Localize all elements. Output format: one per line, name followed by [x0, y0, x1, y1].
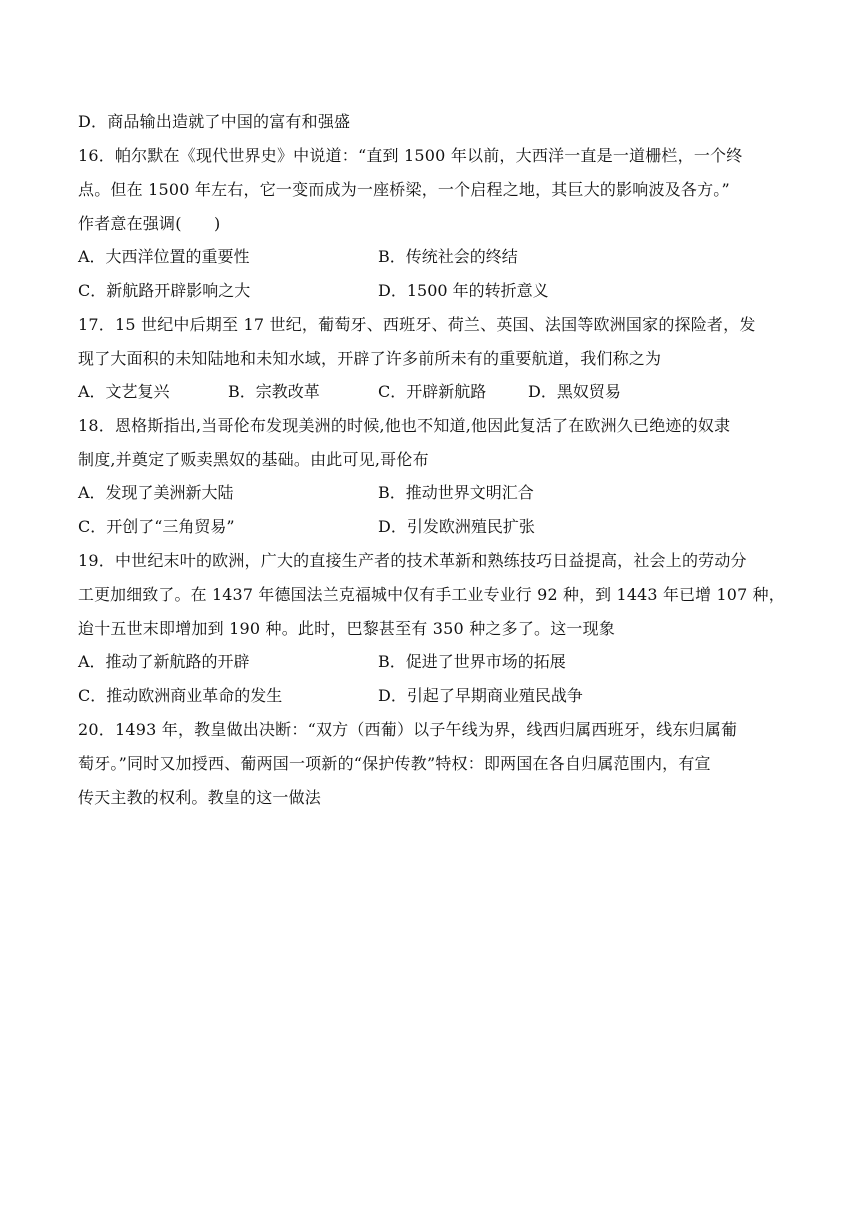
- q16-option-a: A．大西洋位置的重要性: [78, 247, 250, 266]
- q17-stem-line-2: 现了大面积的未知陆地和未知水域，开辟了许多前所未有的重要航道，我们称之为: [78, 349, 662, 368]
- q17-stem-line-1: 17．15 世纪中后期至 17 世纪，葡萄牙、西班牙、荷兰、英国、法国等欧洲国家的探险者，发: [78, 315, 756, 334]
- q17-option-c: C．开辟新航路: [378, 382, 487, 401]
- q19-stem-line-1: 19．中世纪末叶的欧洲，广大的直接生产者的技术革新和熟练技巧日益提高，社会上的劳动分: [78, 551, 747, 570]
- q18-option-b: B．推动世界文明汇合: [378, 483, 534, 502]
- q16-stem-line-2: 点。但在 1500 年左右，它一变而成为一座桥梁，一个启程之地，其巨大的影响波及各方。”: [78, 180, 730, 199]
- q16-stem-line-1: 16．帕尔默在《现代世界史》中说道：“直到 1500 年以前，大西洋一直是一道栅栏，一个终: [78, 146, 743, 165]
- q18-stem-line-1: 18．恩格斯指出,当哥伦布发现美洲的时候,他也不知道,他因此复活了在欧洲久已绝迹的奴隶: [78, 416, 731, 435]
- q20-stem-line-3: 传天主教的权利。教皇的这一做法: [78, 788, 322, 807]
- q16-option-d: D．1500 年的转折意义: [378, 281, 549, 300]
- q20-stem-line-1: 20．1493 年，教皇做出决断：“双方（西葡）以子午线为界，线西归属西班牙，线东归属葡: [78, 720, 738, 739]
- q17-option-b: B．宗教改革: [228, 382, 320, 401]
- q19-option-c: C．推动欧洲商业革命的发生: [78, 686, 283, 705]
- prev-question-option-d: D．商品输出造就了中国的富有和强盛: [78, 112, 351, 131]
- q19-option-b: B．促进了世界市场的拓展: [378, 652, 566, 671]
- q18-option-a: A．发现了美洲新大陆: [78, 483, 234, 502]
- q20-stem-line-2: 萄牙。”同时又加授西、葡两国一项新的“保护传教”特权：即两国在各自归属范围内，有宣: [78, 754, 711, 773]
- q16-option-b: B．传统社会的终结: [378, 247, 518, 266]
- q18-option-c: C．开创了“三角贸易”: [78, 517, 235, 536]
- q18-stem-line-2: 制度,并奠定了贩卖黑奴的基础。由此可见,哥伦布: [78, 450, 429, 469]
- q19-stem-line-2: 工更加细致了。在 1437 年德国法兰克福城中仅有手工业专业行 92 种，到 1443 年已增 107 种，: [78, 585, 785, 604]
- q19-stem-line-3: 迨十五世末即增加到 190 种。此时，巴黎甚至有 350 种之多了。这一现象: [78, 619, 616, 638]
- q17-option-a: A．文艺复兴: [78, 382, 170, 401]
- q16-option-c: C．新航路开辟影响之大: [78, 281, 251, 300]
- q19-option-a: A．推动了新航路的开辟: [78, 652, 250, 671]
- q17-option-d: D．黑奴贸易: [528, 382, 621, 401]
- q18-option-d: D．引发欧洲殖民扩张: [378, 517, 535, 536]
- q19-option-d: D．引起了早期商业殖民战争: [378, 686, 583, 705]
- q16-stem-line-3: 作者意在强调( ): [78, 214, 221, 233]
